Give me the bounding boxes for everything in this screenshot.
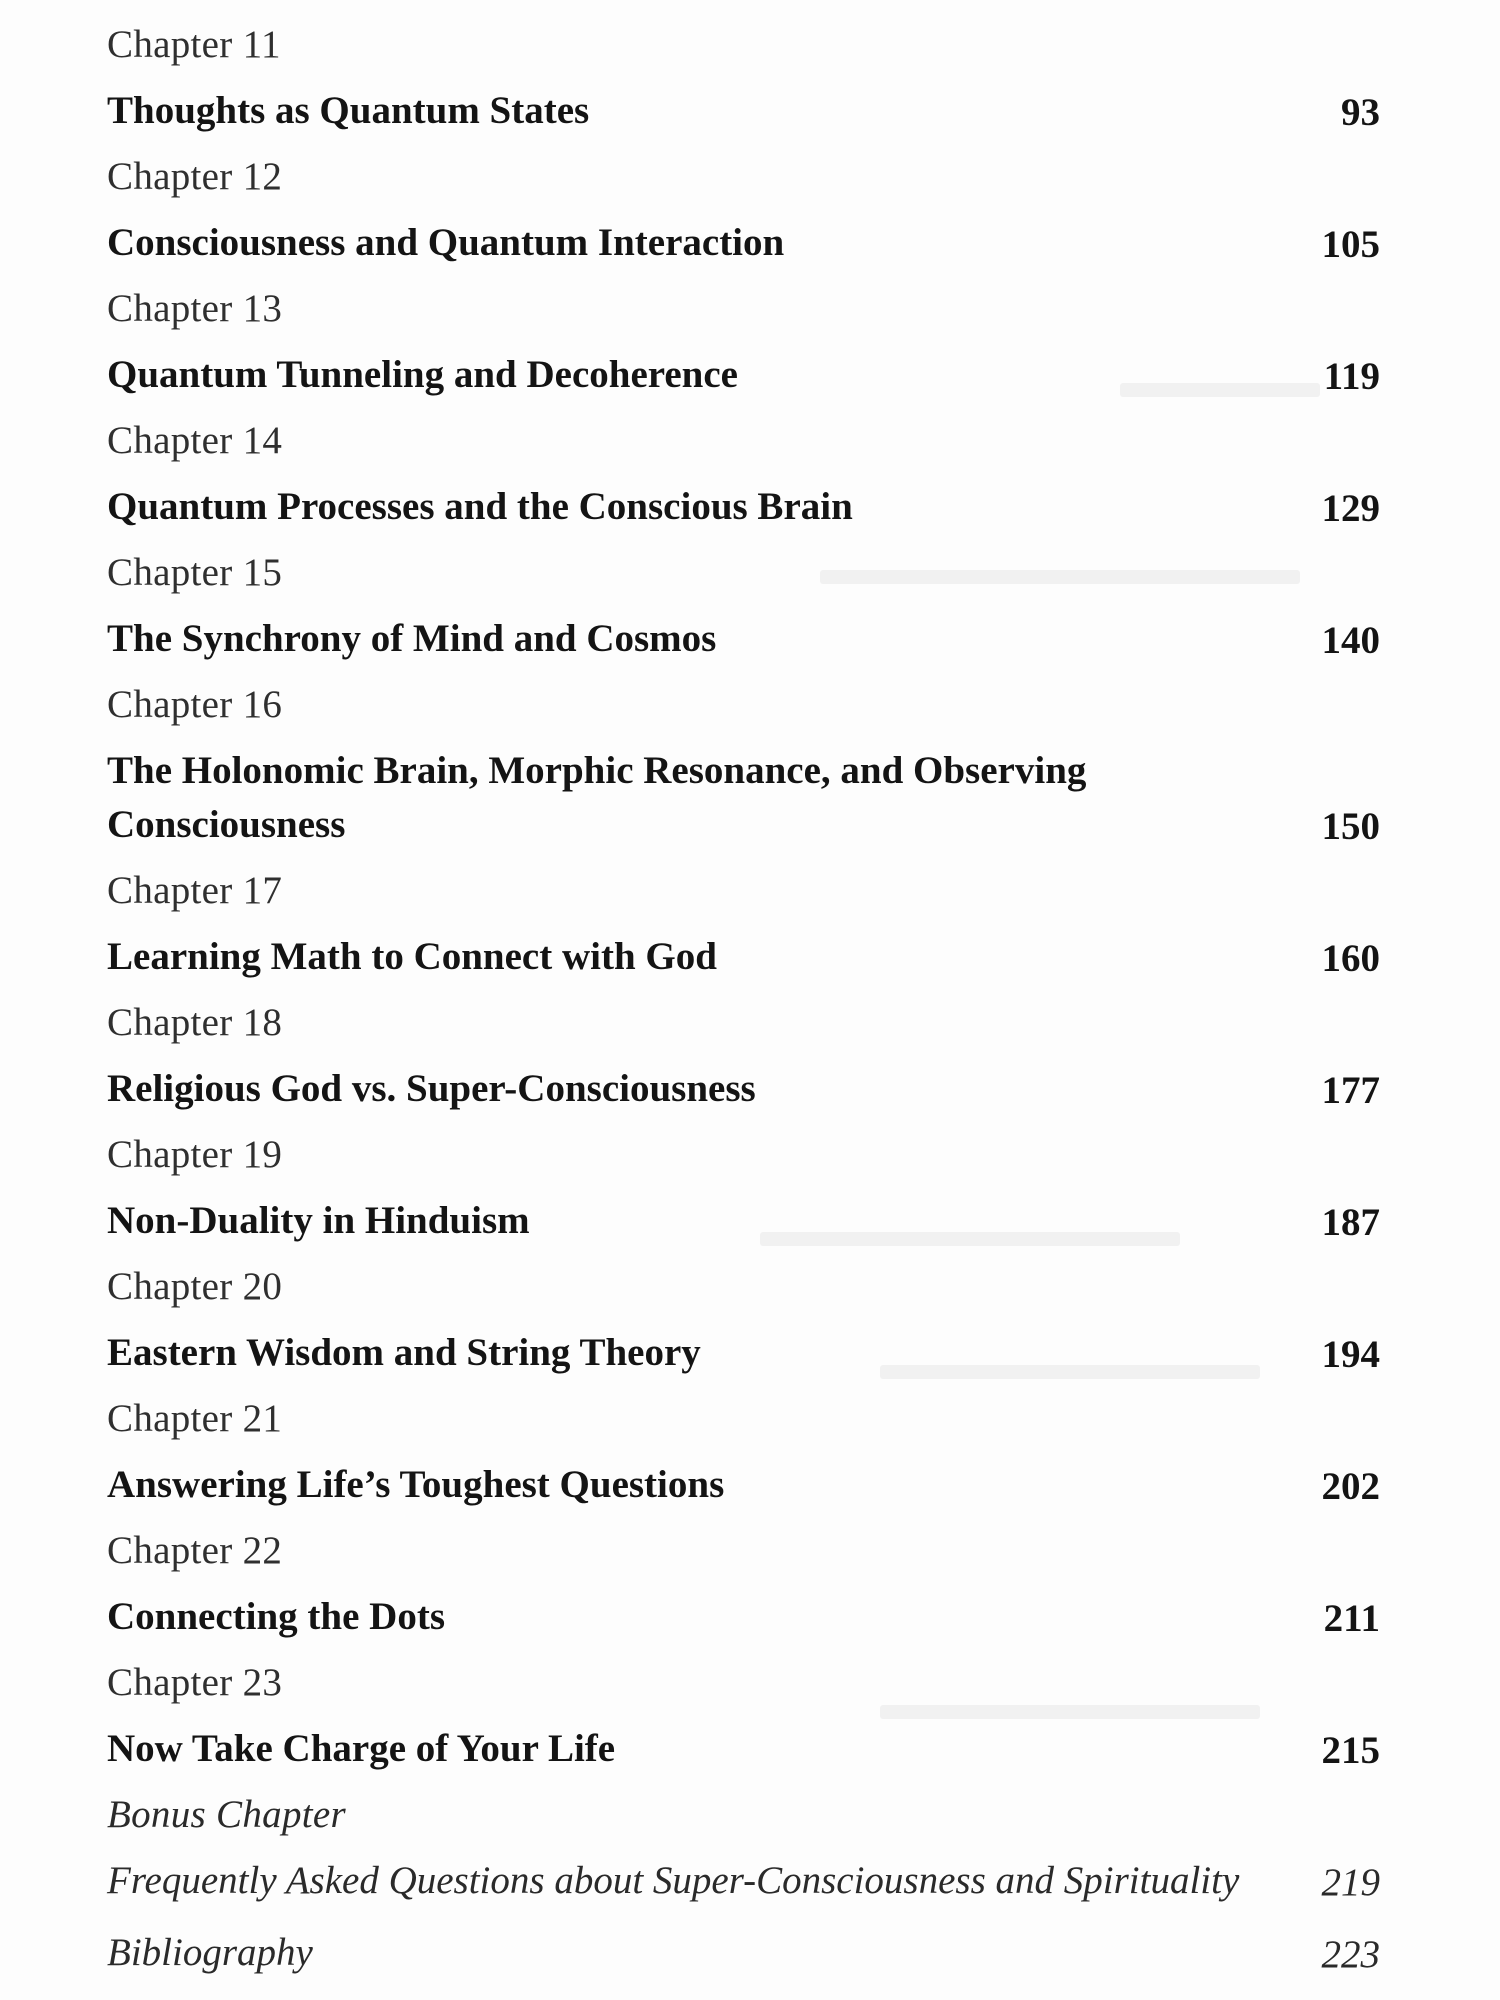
page-number: 187: [1321, 1201, 1380, 1244]
chapter-title[interactable]: Connecting the Dots: [107, 1595, 445, 1638]
page-number: 140: [1321, 619, 1380, 662]
chapter-title[interactable]: Quantum Tunneling and Decoherence: [107, 353, 738, 396]
chapter-title[interactable]: Quantum Processes and the Conscious Brain: [107, 485, 853, 528]
chapter-label: Chapter 12: [107, 155, 283, 198]
chapter-title[interactable]: Eastern Wisdom and String Theory: [107, 1331, 701, 1374]
page-number: 223: [1321, 1933, 1380, 1976]
chapter-label: Chapter 13: [107, 287, 283, 330]
page-number: 93: [1341, 91, 1380, 134]
chapter-label: Chapter 21: [107, 1397, 283, 1440]
chapter-title-continued[interactable]: Consciousness: [107, 803, 346, 846]
chapter-title[interactable]: Answering Life’s Toughest Questions: [107, 1463, 725, 1506]
page-number: 215: [1321, 1729, 1380, 1772]
chapter-label: Chapter 15: [107, 551, 283, 594]
page-number: 129: [1321, 487, 1380, 530]
page-number: 194: [1321, 1333, 1380, 1376]
bibliography-title[interactable]: Bibliography: [107, 1931, 313, 1974]
chapter-label: Chapter 18: [107, 1001, 283, 1044]
chapter-title[interactable]: Religious God vs. Super-Consciousness: [107, 1067, 756, 1110]
chapter-title[interactable]: Consciousness and Quantum Interaction: [107, 221, 785, 264]
bonus-chapter-label: Bonus Chapter: [107, 1793, 346, 1836]
chapter-label: Chapter 22: [107, 1529, 283, 1572]
chapter-label: Chapter 17: [107, 869, 283, 912]
chapter-title[interactable]: Learning Math to Connect with God: [107, 935, 717, 978]
page-number: 219: [1321, 1861, 1380, 1904]
page-number: 150: [1321, 805, 1380, 848]
chapter-label: Chapter 11: [107, 23, 281, 66]
page-number: 202: [1321, 1465, 1380, 1508]
page-number: 177: [1321, 1069, 1380, 1112]
chapter-label: Chapter 14: [107, 419, 283, 462]
chapter-label: Chapter 19: [107, 1133, 283, 1176]
chapter-label: Chapter 23: [107, 1661, 283, 1704]
chapter-title[interactable]: The Holonomic Brain, Morphic Resonance, and Observing: [107, 749, 1087, 792]
chapter-title[interactable]: The Synchrony of Mind and Cosmos: [107, 617, 717, 660]
page-number: 119: [1323, 355, 1380, 398]
chapter-title[interactable]: Non-Duality in Hinduism: [107, 1199, 530, 1242]
bleed-through-text: [880, 1705, 1260, 1719]
page-number: 105: [1321, 223, 1380, 266]
page-number: 211: [1323, 1597, 1380, 1640]
chapter-title[interactable]: Now Take Charge of Your Life: [107, 1727, 616, 1770]
page-number: 160: [1321, 937, 1380, 980]
bonus-chapter-title[interactable]: Frequently Asked Questions about Super-Consciousness and Spirituality: [107, 1859, 1240, 1902]
chapter-label: Chapter 20: [107, 1265, 283, 1308]
chapter-label: Chapter 16: [107, 683, 283, 726]
chapter-title[interactable]: Thoughts as Quantum States: [107, 89, 590, 132]
